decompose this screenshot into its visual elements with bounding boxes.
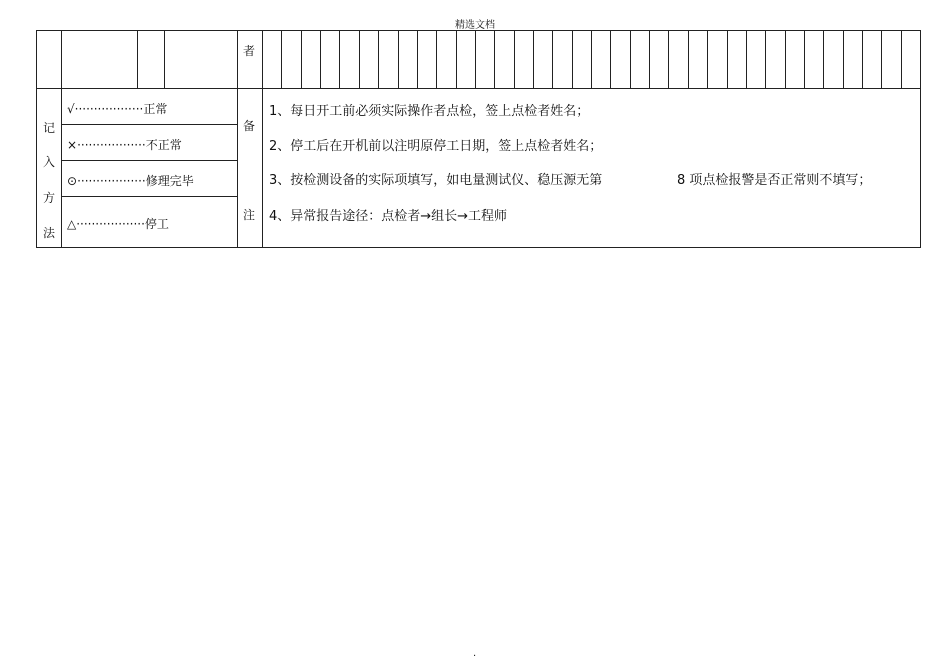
cell-divider [475, 31, 476, 88]
cell-divider [823, 31, 824, 88]
grid-line [237, 31, 238, 88]
legend-item-stopped [67, 215, 169, 232]
cell-divider [533, 31, 534, 88]
cell-divider [630, 31, 631, 88]
remark-note-1: 1、每日开工前必须实际操作者点检，签上点检者姓名； [269, 104, 590, 119]
legend-remarks-grid [36, 88, 921, 248]
cell-divider [320, 31, 321, 88]
legend-label: 正常 [143, 102, 168, 116]
cell-divider [746, 31, 747, 88]
cell-divider [707, 31, 708, 88]
grid-line [237, 89, 238, 247]
cell-divider [456, 31, 457, 88]
check-mark-icon: √ [67, 102, 75, 116]
grid-line [61, 89, 62, 247]
grid-line [61, 31, 62, 88]
record-method-label-char: 方 [43, 191, 56, 205]
legend-label: 修理完毕 [145, 174, 194, 188]
record-method-label-char: 记 [43, 121, 56, 135]
cell-divider [552, 31, 553, 88]
cross-mark-icon: × [67, 138, 78, 152]
remark-note-3: 3、按检测设备的实际项填写，如电量测试仪、稳压源无第 [269, 173, 603, 188]
legend-item-abnormal [67, 136, 182, 153]
cell-divider [417, 31, 418, 88]
cell-divider [881, 31, 882, 88]
grid-line [164, 31, 165, 88]
legend-item-normal [67, 100, 167, 117]
cell-divider [901, 31, 902, 88]
cell-divider [610, 31, 611, 88]
cell-divider [688, 31, 689, 88]
triangle-icon: △ [67, 217, 77, 231]
dot-leader: ·················· [74, 102, 144, 116]
cell-divider [359, 31, 360, 88]
record-method-label-char: 法 [43, 226, 56, 240]
cell-divider [378, 31, 379, 88]
document-header: 精选文档 [455, 20, 495, 31]
cell-divider [668, 31, 669, 88]
dot-leader: ·················· [76, 217, 145, 231]
cell-divider [572, 31, 573, 88]
top-row-grid [36, 30, 921, 89]
dot-leader: ·················· [77, 174, 146, 188]
cell-divider [494, 31, 495, 88]
cell-divider [514, 31, 515, 88]
cell-divider [281, 31, 282, 88]
remarks-label-top: 备 [243, 119, 256, 133]
operator-column-label: 者 [243, 44, 256, 58]
cell-divider [862, 31, 863, 88]
cell-divider [436, 31, 437, 88]
remark-note-4: 4、异常报告途径：点检者→组长→工程师 [269, 209, 508, 224]
cell-divider [301, 31, 302, 88]
cell-divider [339, 31, 340, 88]
grid-line [137, 31, 138, 88]
legend-label: 不正常 [145, 138, 182, 152]
page-footer-mark: . [473, 648, 477, 659]
grid-line [61, 160, 237, 161]
cell-divider [591, 31, 592, 88]
cell-divider [843, 31, 844, 88]
cell-divider [804, 31, 805, 88]
remarks-label-bottom: 注 [243, 208, 256, 222]
record-method-label-char: 入 [43, 155, 56, 169]
legend-label: 停工 [144, 217, 169, 231]
grid-line [61, 124, 237, 125]
cell-divider [398, 31, 399, 88]
cell-divider [649, 31, 650, 88]
cell-divider [785, 31, 786, 88]
circled-dot-icon: ⊙ [67, 174, 78, 188]
cell-divider [765, 31, 766, 88]
legend-item-repaired [67, 172, 194, 189]
grid-line [262, 89, 263, 247]
grid-line [61, 196, 237, 197]
cell-divider [727, 31, 728, 88]
grid-line [262, 31, 263, 88]
remark-note-3-tail: 8 项点检报警是否正常则不填写； [677, 173, 872, 188]
dot-leader: ·················· [77, 138, 146, 152]
remark-note-2: 2、停工后在开机前以注明原停工日期，签上点检者姓名； [269, 139, 603, 154]
